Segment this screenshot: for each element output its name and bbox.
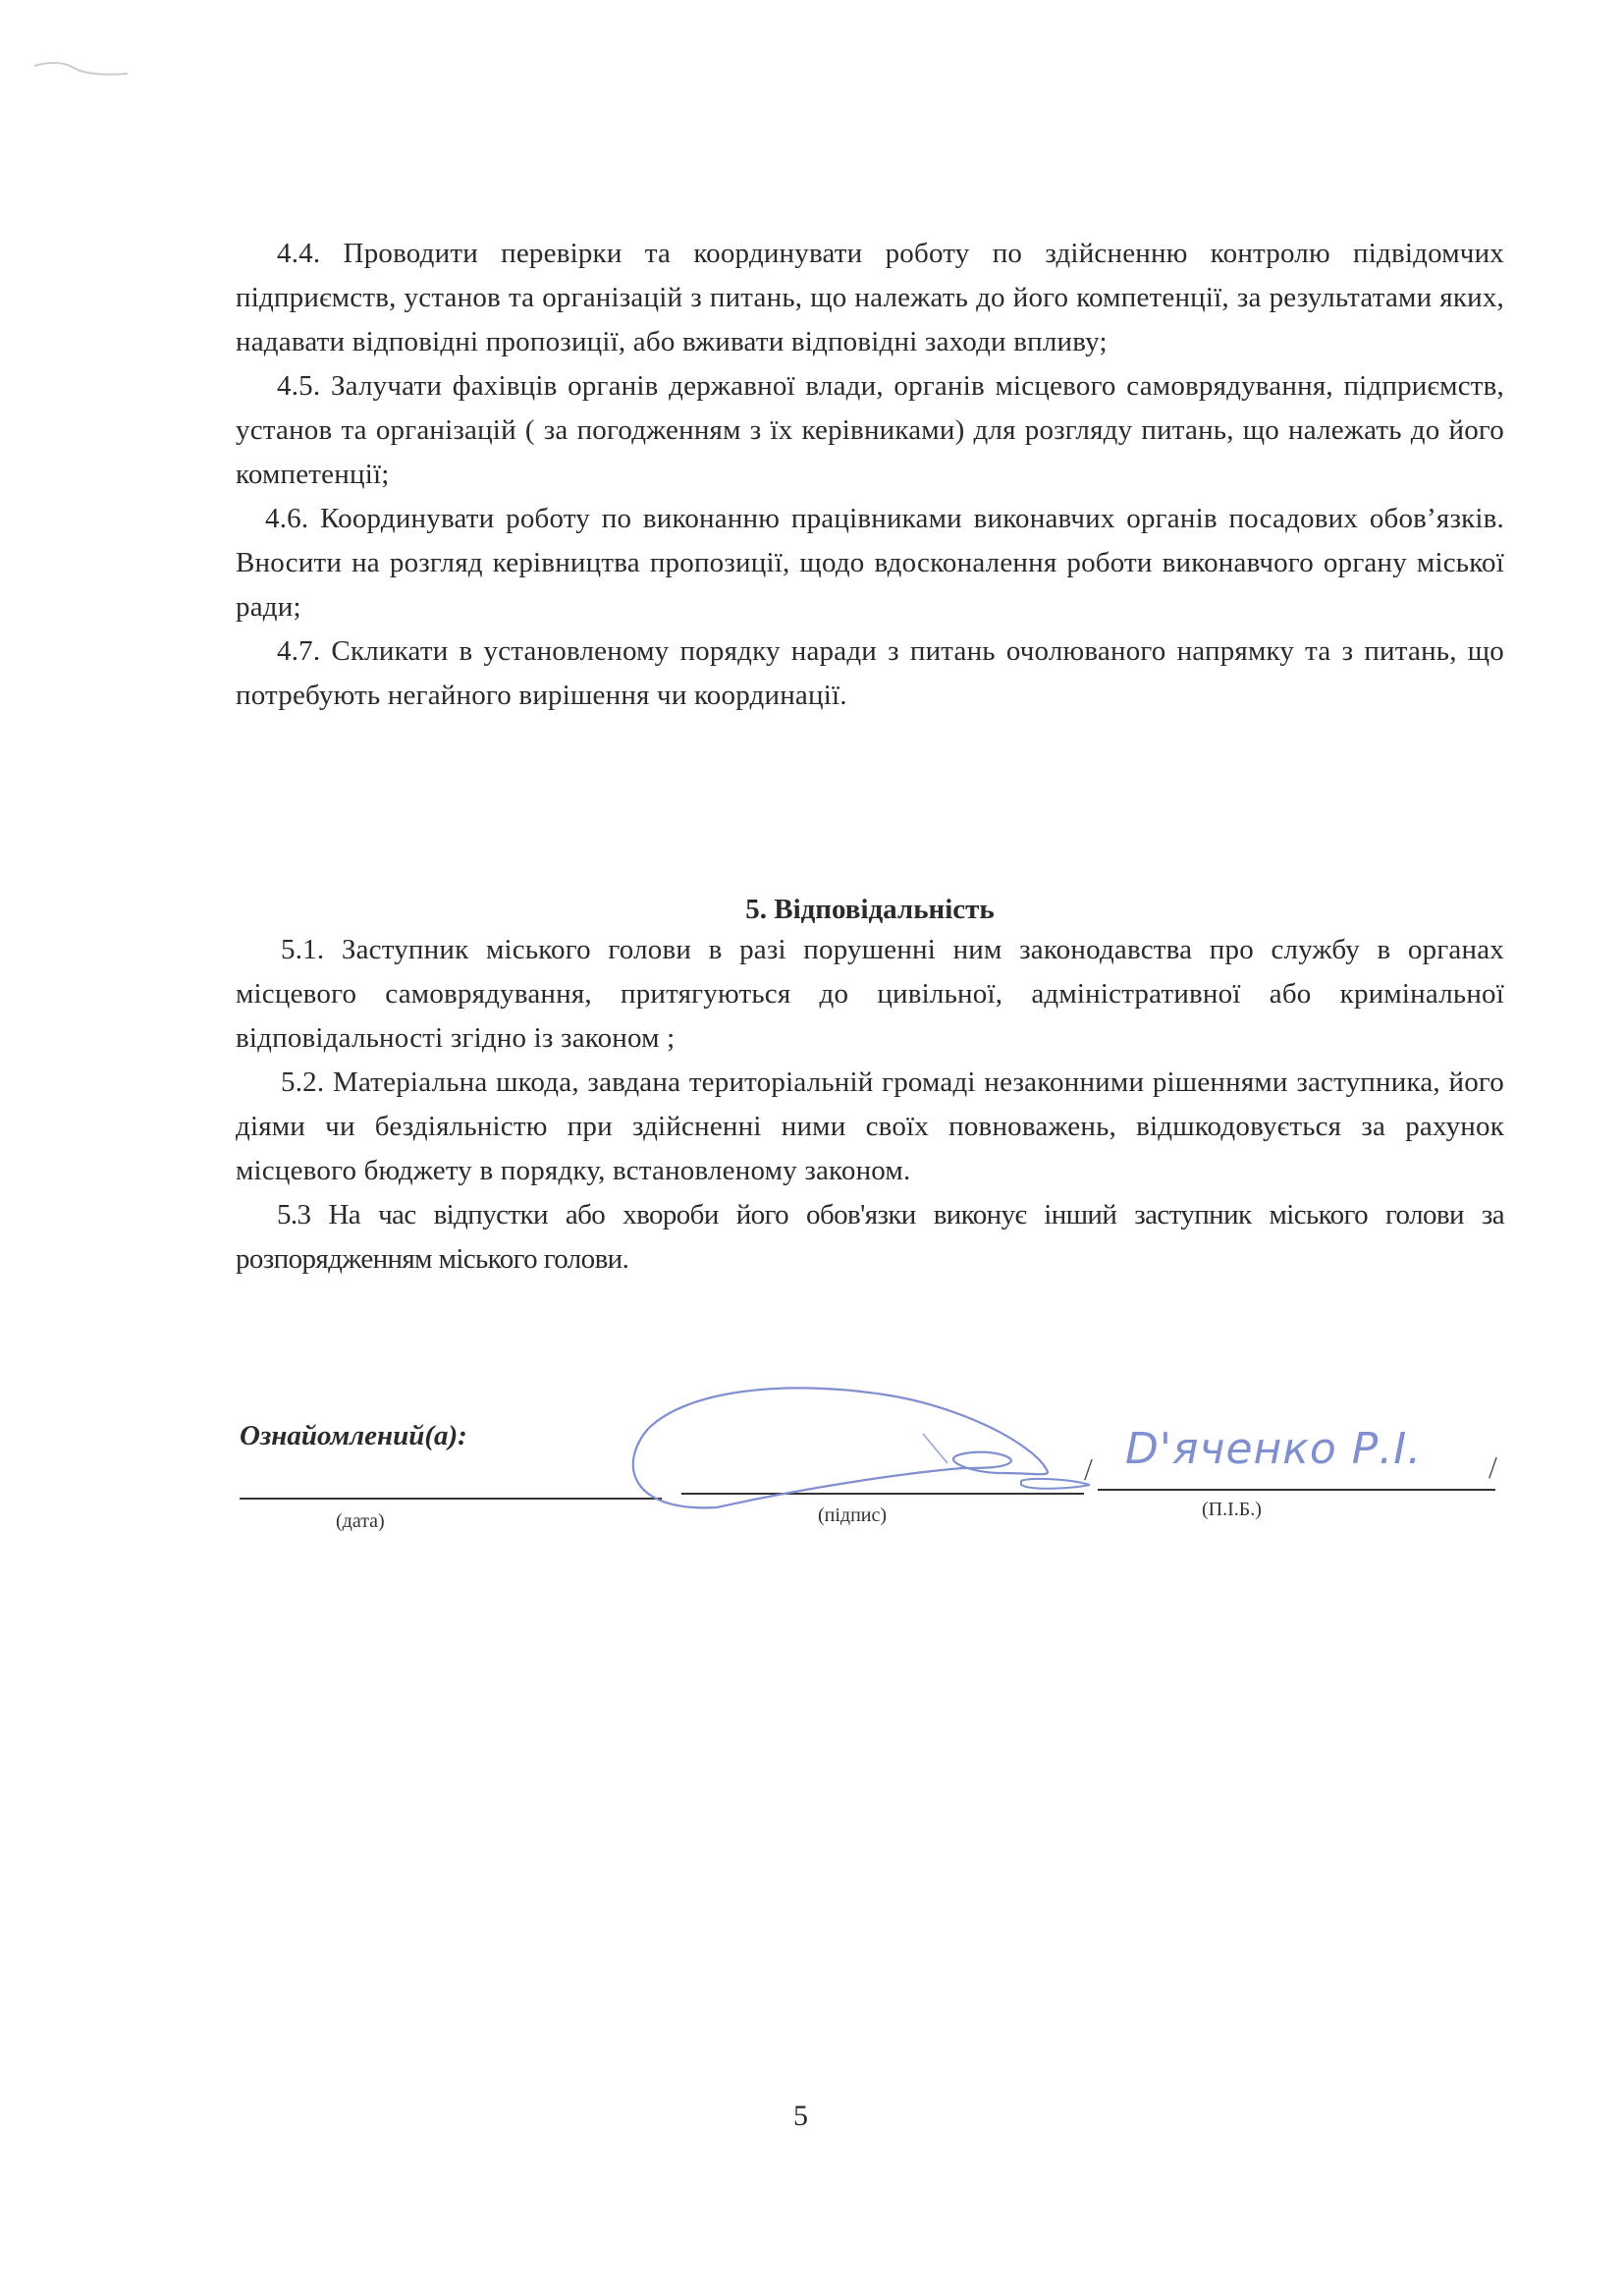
separator-slash: / bbox=[1489, 1449, 1497, 1485]
handwritten-name: D'ячeнко Р.І. bbox=[1125, 1424, 1423, 1474]
clause-text: Заступник міського голови в разі порушенні ним законодавства про службу в органах місцевого самоврядування, притягуються до цивільної, адміністративної або кримінальної відповідальності згідно із законом ; bbox=[236, 934, 1504, 1054]
page-number: 5 bbox=[793, 2100, 808, 2132]
handwritten-signature bbox=[609, 1375, 1100, 1532]
section-4-list bbox=[236, 232, 1504, 718]
clause-number: 4.6. bbox=[265, 503, 309, 534]
scan-artifact-mark bbox=[29, 54, 137, 83]
clause-4-5 bbox=[236, 364, 1504, 497]
clause-number: 5.2. bbox=[281, 1066, 325, 1098]
clause-5-1 bbox=[236, 928, 1504, 1061]
section-5-list bbox=[236, 928, 1504, 1282]
clause-5-2 bbox=[236, 1061, 1504, 1193]
clause-4-6 bbox=[236, 497, 1504, 629]
clause-text: Залучати фахівців органів державної влади, органів місцевого самоврядування, підприємств, установ та організацій ( за погодженням з їх керівниками) для розгляду питань, що належать до його компетенції; bbox=[236, 370, 1504, 490]
name-caption: (П.І.Б.) bbox=[1202, 1499, 1262, 1520]
clause-number: 4.4. bbox=[277, 238, 321, 269]
clause-text: Скликати в установленому порядку наради з питань очолюваного напрямку та з питань, що потребують негайного вирішення чи координації. bbox=[236, 635, 1504, 711]
separator-slash: / bbox=[1084, 1451, 1093, 1487]
clause-4-4 bbox=[236, 232, 1504, 364]
clause-number: 5.1. bbox=[281, 934, 325, 965]
clause-number: 4.5. bbox=[277, 370, 321, 402]
clause-number: 5.3 bbox=[277, 1199, 311, 1230]
clause-text: На час відпустки або хвороби його обов'язки виконує інший заступник міського голови за розпорядженням міського голови. bbox=[236, 1199, 1504, 1275]
clause-text: Координувати роботу по виконанню працівниками виконавчих органів посадових обов’язків. Вносити на розгляд керівництва пропозиції, щодо вдосконалення роботи виконавчого органу міської ради; bbox=[236, 503, 1505, 623]
name-line bbox=[1098, 1489, 1495, 1491]
clause-text: Проводити перевірки та координувати роботу по здійсненню контролю підвідомчих підприємств, установ та організацій з питань, що належать до його компетенції, за результатами яких, надавати відповідні пропозиції, або вживати відповідні заходи впливу; bbox=[236, 238, 1504, 357]
acknowledged-label: Ознайомлений(а): bbox=[240, 1420, 467, 1451]
clause-4-7 bbox=[236, 629, 1504, 718]
signature-caption: (підпис) bbox=[818, 1504, 888, 1526]
clause-5-3 bbox=[236, 1193, 1504, 1282]
clause-text: Матеріальна шкода, завдана територіальній громаді незаконними рішеннями заступника, його діями чи бездіяльністю при здійсненні ними своїх повноважень, відшкодовується за рахунок місцевого бюджету в порядку, встановленому законом. bbox=[236, 1066, 1504, 1186]
section-5-heading: 5. Відповідальність bbox=[745, 894, 995, 925]
date-caption: (дата) bbox=[336, 1510, 385, 1532]
clause-number: 4.7. bbox=[277, 635, 321, 667]
date-line bbox=[240, 1498, 662, 1500]
